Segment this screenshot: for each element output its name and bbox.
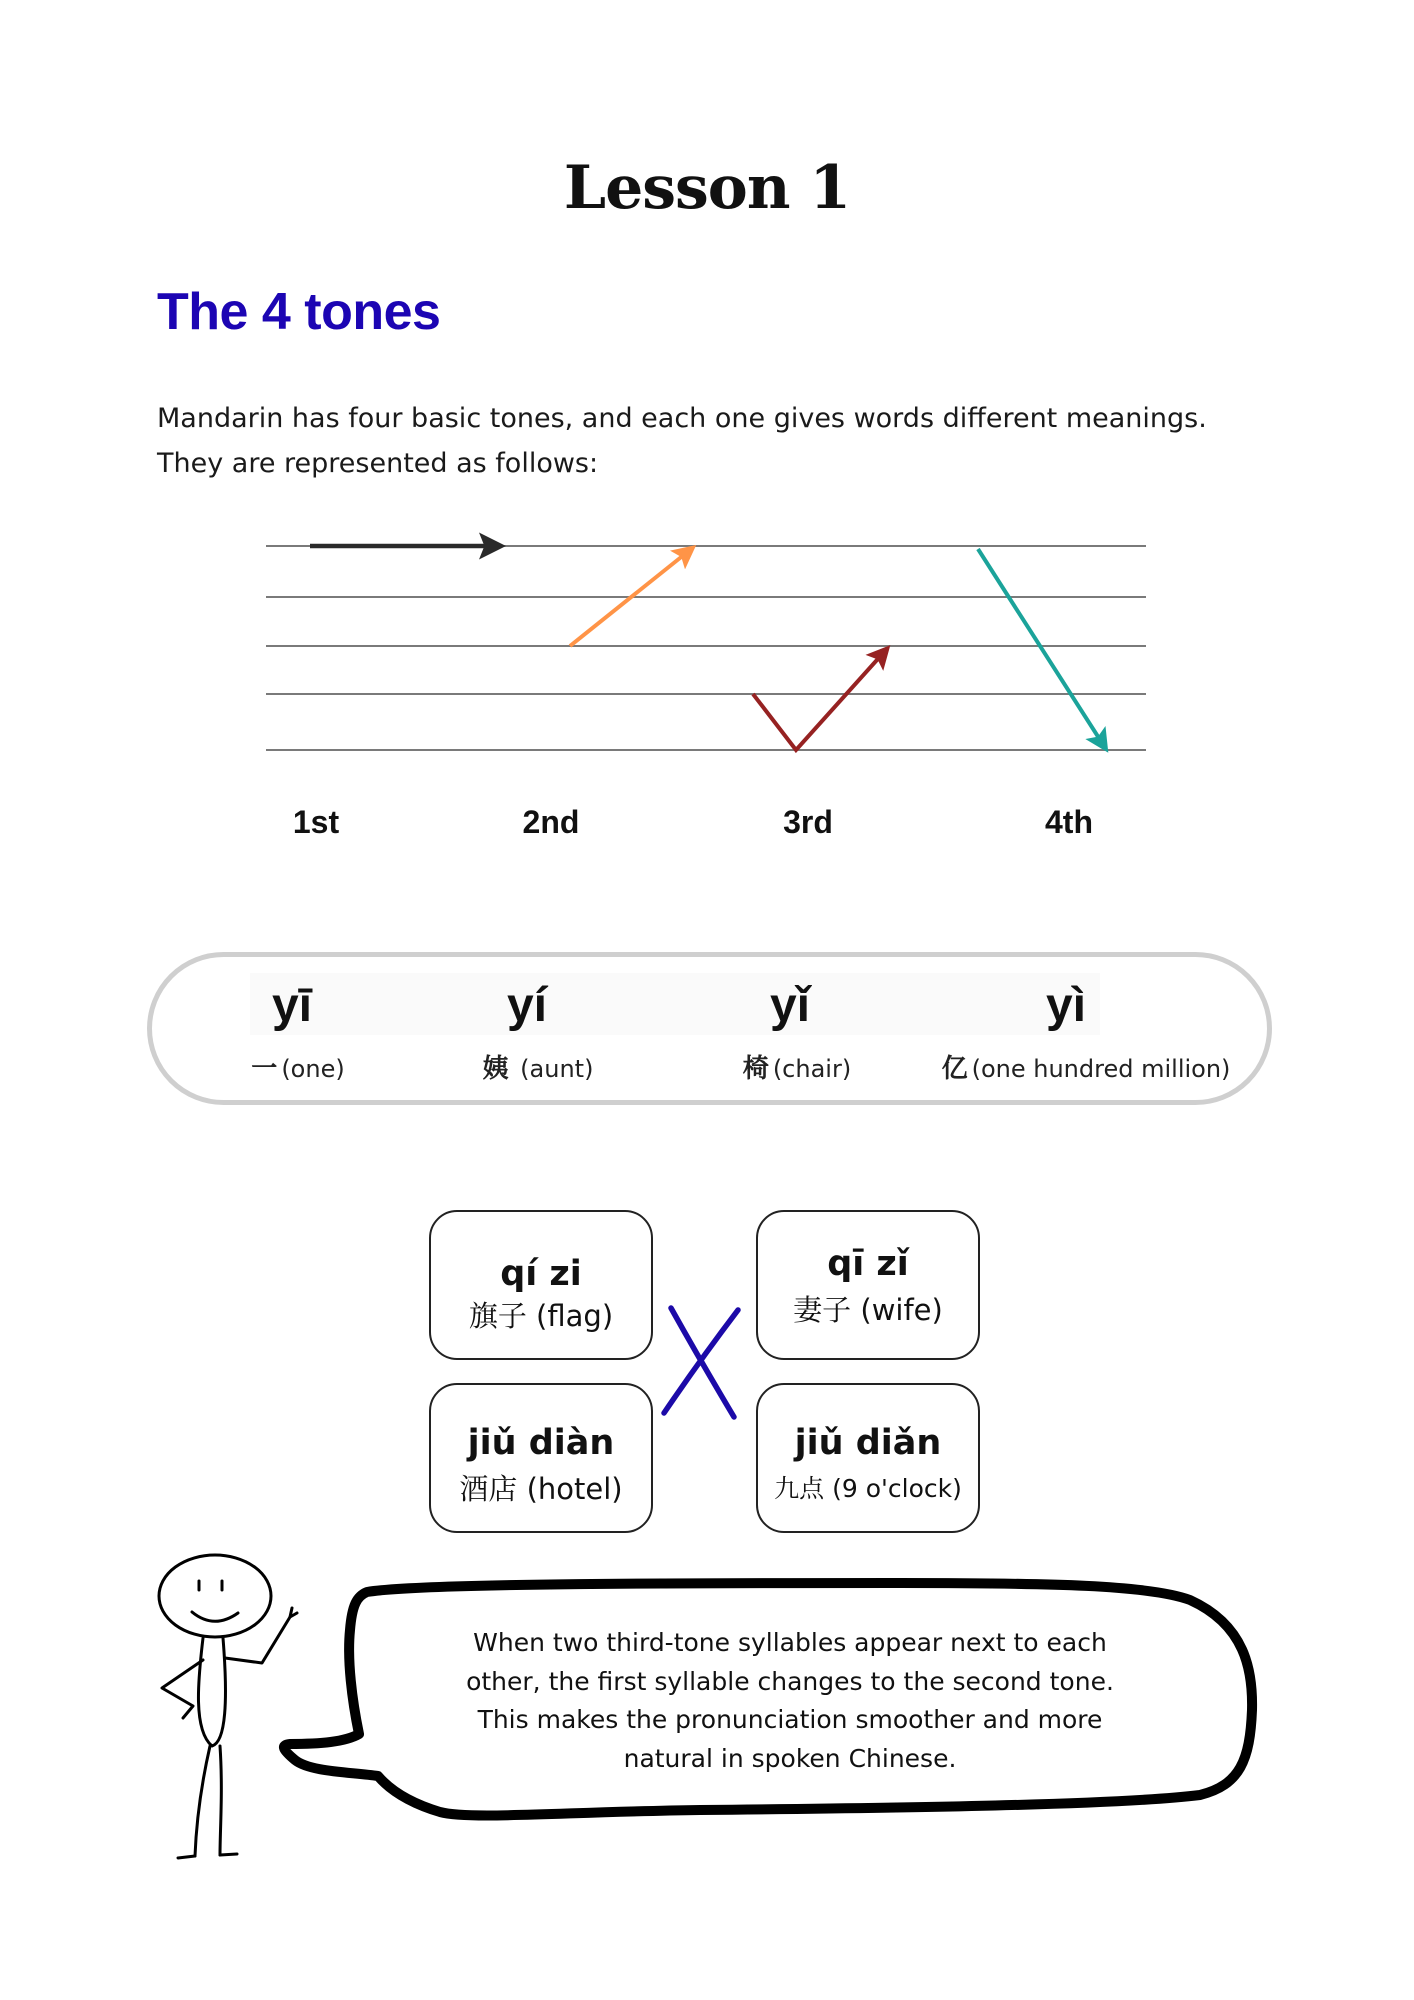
tone-label-1st: 1st — [292, 804, 340, 840]
bubble-line: natural in spoken Chinese. — [623, 1743, 957, 1773]
pinyin-yi2: yí — [506, 979, 548, 1032]
card-meaning: 酒店 (hotel) — [459, 1472, 623, 1506]
speech-bubble-text — [420, 1624, 1160, 1778]
card-pinyin: jiǔ diǎn — [794, 1423, 942, 1463]
intro-line: Mandarin has four basic tones, and each one gives words different meanings. — [157, 403, 1207, 434]
hanzi: 一 — [251, 1054, 278, 1084]
bubble-line: This makes the pronunciation smoother and more — [477, 1705, 1103, 1734]
bubble-line: other, the first syllable changes to the second tone. — [466, 1666, 1114, 1696]
hanzi: 姨 — [482, 1054, 509, 1084]
gloss: (one) — [281, 1055, 345, 1083]
page-title: Lesson 1 — [563, 153, 851, 223]
pinyin-yi1: yī — [271, 979, 313, 1032]
tone-label-4th: 4th — [1045, 804, 1093, 840]
hanzi: 亿 — [941, 1054, 968, 1084]
tone-label-3rd: 3rd — [783, 804, 833, 840]
gloss: (chair) — [772, 1055, 852, 1083]
card-meaning: 妻子 (wife) — [793, 1293, 943, 1327]
card-pinyin: qī zǐ — [827, 1244, 909, 1284]
card-meaning: 九点 (9 o'clock) — [774, 1474, 962, 1503]
card-pinyin: qí zi — [500, 1254, 582, 1294]
tone-label-2nd: 2nd — [522, 804, 580, 840]
stick-figure-icon — [159, 1555, 297, 1858]
hanzi: 椅 — [742, 1054, 769, 1084]
pinyin-yi3: yǐ — [769, 979, 811, 1032]
section-heading: The 4 tones — [157, 283, 441, 341]
intro-line: They are represented as follows: — [157, 448, 599, 479]
bubble-line: When two third-tone syllables appear next to each — [473, 1628, 1107, 1657]
gloss: (aunt) — [512, 1055, 594, 1083]
card-pinyin: jiǔ diàn — [467, 1423, 615, 1463]
cross-icon — [664, 1308, 738, 1417]
card-meaning: 旗子 (flag) — [468, 1299, 614, 1333]
gloss: (one hundred million) — [971, 1055, 1231, 1083]
pinyin-yi4: yì — [1045, 979, 1087, 1032]
